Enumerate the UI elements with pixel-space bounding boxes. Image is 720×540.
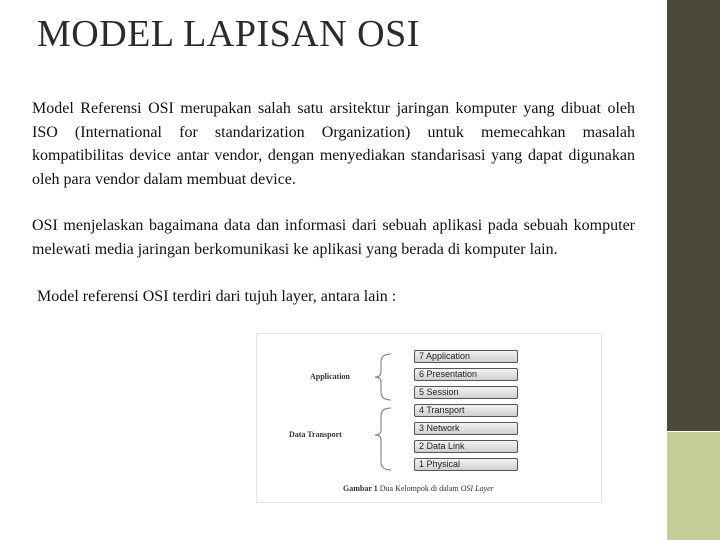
layer-7-application: 7 Application — [414, 350, 518, 363]
layer-5-session: 5 Session — [414, 386, 518, 399]
caption-text: Dua Kelompok di dalam — [379, 484, 459, 493]
paragraph-definition: Model Referensi OSI merupakan salah satu arsitektur jaringan komputer yang dibuat oleh ISO (International for standarization Organization) untuk memecahkan masalah kompatibilitas device antar vendor, dengan menyediakan standarisasi yang dapat digunakan oleh para vendor dalam membuat device. — [32, 100, 635, 188]
slide-title: MODEL LAPISAN OSI — [37, 13, 420, 55]
osi-layer-figure — [256, 333, 602, 503]
paragraph-intro-list: Model referensi OSI terdiri dari tujuh layer, antara lain : — [37, 288, 397, 305]
layer-3-network: 3 Network — [414, 422, 518, 435]
sidebar-light-band — [667, 432, 720, 540]
layer-1-physical: 1 Physical — [414, 458, 518, 471]
figure-frame — [256, 333, 602, 503]
group-label-data-transport: Data Transport — [289, 430, 342, 439]
paragraph-explanation: OSI menjelaskan bagaimana data dan informasi dari sebuah aplikasi pada sebuah komputer melewati media jaringan berkomunikasi ke aplikasi yang berada di komputer lain. — [32, 217, 635, 258]
sidebar-dark-band — [667, 0, 720, 432]
group-label-application: Application — [310, 372, 351, 381]
caption-label: Gambar 1 — [343, 484, 378, 493]
caption-emphasis: OSI Layer — [460, 484, 494, 493]
layer-2-data-link: 2 Data Link — [414, 440, 518, 453]
layer-6-presentation: 6 Presentation — [414, 368, 518, 381]
figure-caption — [343, 484, 494, 493]
layer-4-transport: 4 Transport — [414, 404, 518, 417]
